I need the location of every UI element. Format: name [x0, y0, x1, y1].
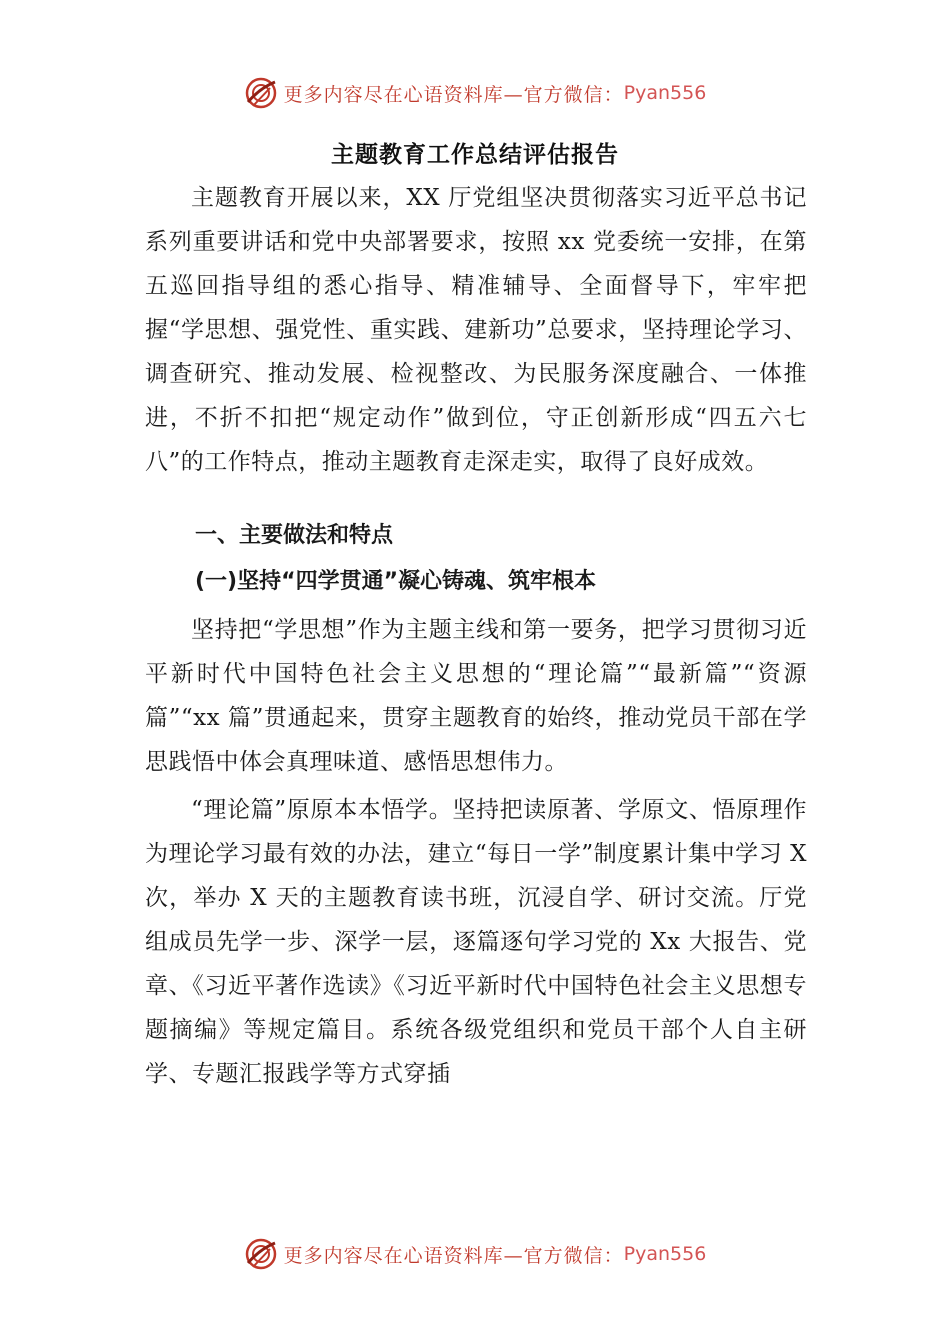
banner-text: 更多内容尽在心语资料库—官方微信： [283, 1244, 624, 1267]
intro-paragraph: 主题教育开展以来，XX 厅党组坚决贯彻落实习近平总书记系列重要讲话和党中央部署要求，按照 xx 党委统一安排，在第五巡回指导组的悉心指导、精准辅导、全面督导下，牢牢把握“学思想、强党性、重实践、建新功”总要求，坚持理论学习、调查研究、推动发展、检视整改、为民服务深度融合、一体推进，不折不扣把“规定动作”做到位，守正创新形成“四五六七八”的工作特点，推动主题教育走深走实，取得了良好成效。 [145, 185, 807, 475]
body-paragraph: 坚持把“学思想”作为主题主线和第一要务，把学习贯彻习近平新时代中国特色社会主义思想的“理论篇”“最新篇”“资源篇”“xx 篇”贯通起来，贯穿主题教育的始终，推动党员干部在学思践悟中体会真理味道、感悟思想伟力。 [145, 617, 807, 775]
body-paragraph: “理论篇”原原本本悟学。坚持把读原著、学原文、悟原理作为理论学习最有效的办法，建立“每日一学”制度累计集中学习 X 次，举办 X 天的主题教育读书班，沉浸自学、研讨交流。厅党组成员先学一步、深学一层，逐篇逐句学习党的 Xx 大报告、党章、《习近平著作选读》《习近平新时代中国特色社会主义思想专题摘编》等规定篇目。系统各级党组织和党员干部个人自主研学、专题汇报践学等方式穿插 [145, 797, 807, 1087]
section-heading: 一、主要做法和特点 [195, 523, 394, 548]
document-title: 主题教育工作总结评估报告 [331, 142, 619, 168]
header-banner [0, 76, 950, 110]
wechat-id: Pyan556 [623, 1243, 707, 1265]
brand-logo-icon [244, 76, 278, 110]
brand-logo-icon [244, 1237, 278, 1271]
document-body [145, 176, 807, 1096]
wechat-id: Pyan556 [623, 82, 707, 104]
footer-banner [0, 1237, 950, 1271]
banner-text: 更多内容尽在心语资料库—官方微信： [283, 83, 624, 106]
subsection-heading: (一)坚持“四学贯通”凝心铸魂、筑牢根本 [195, 569, 597, 594]
